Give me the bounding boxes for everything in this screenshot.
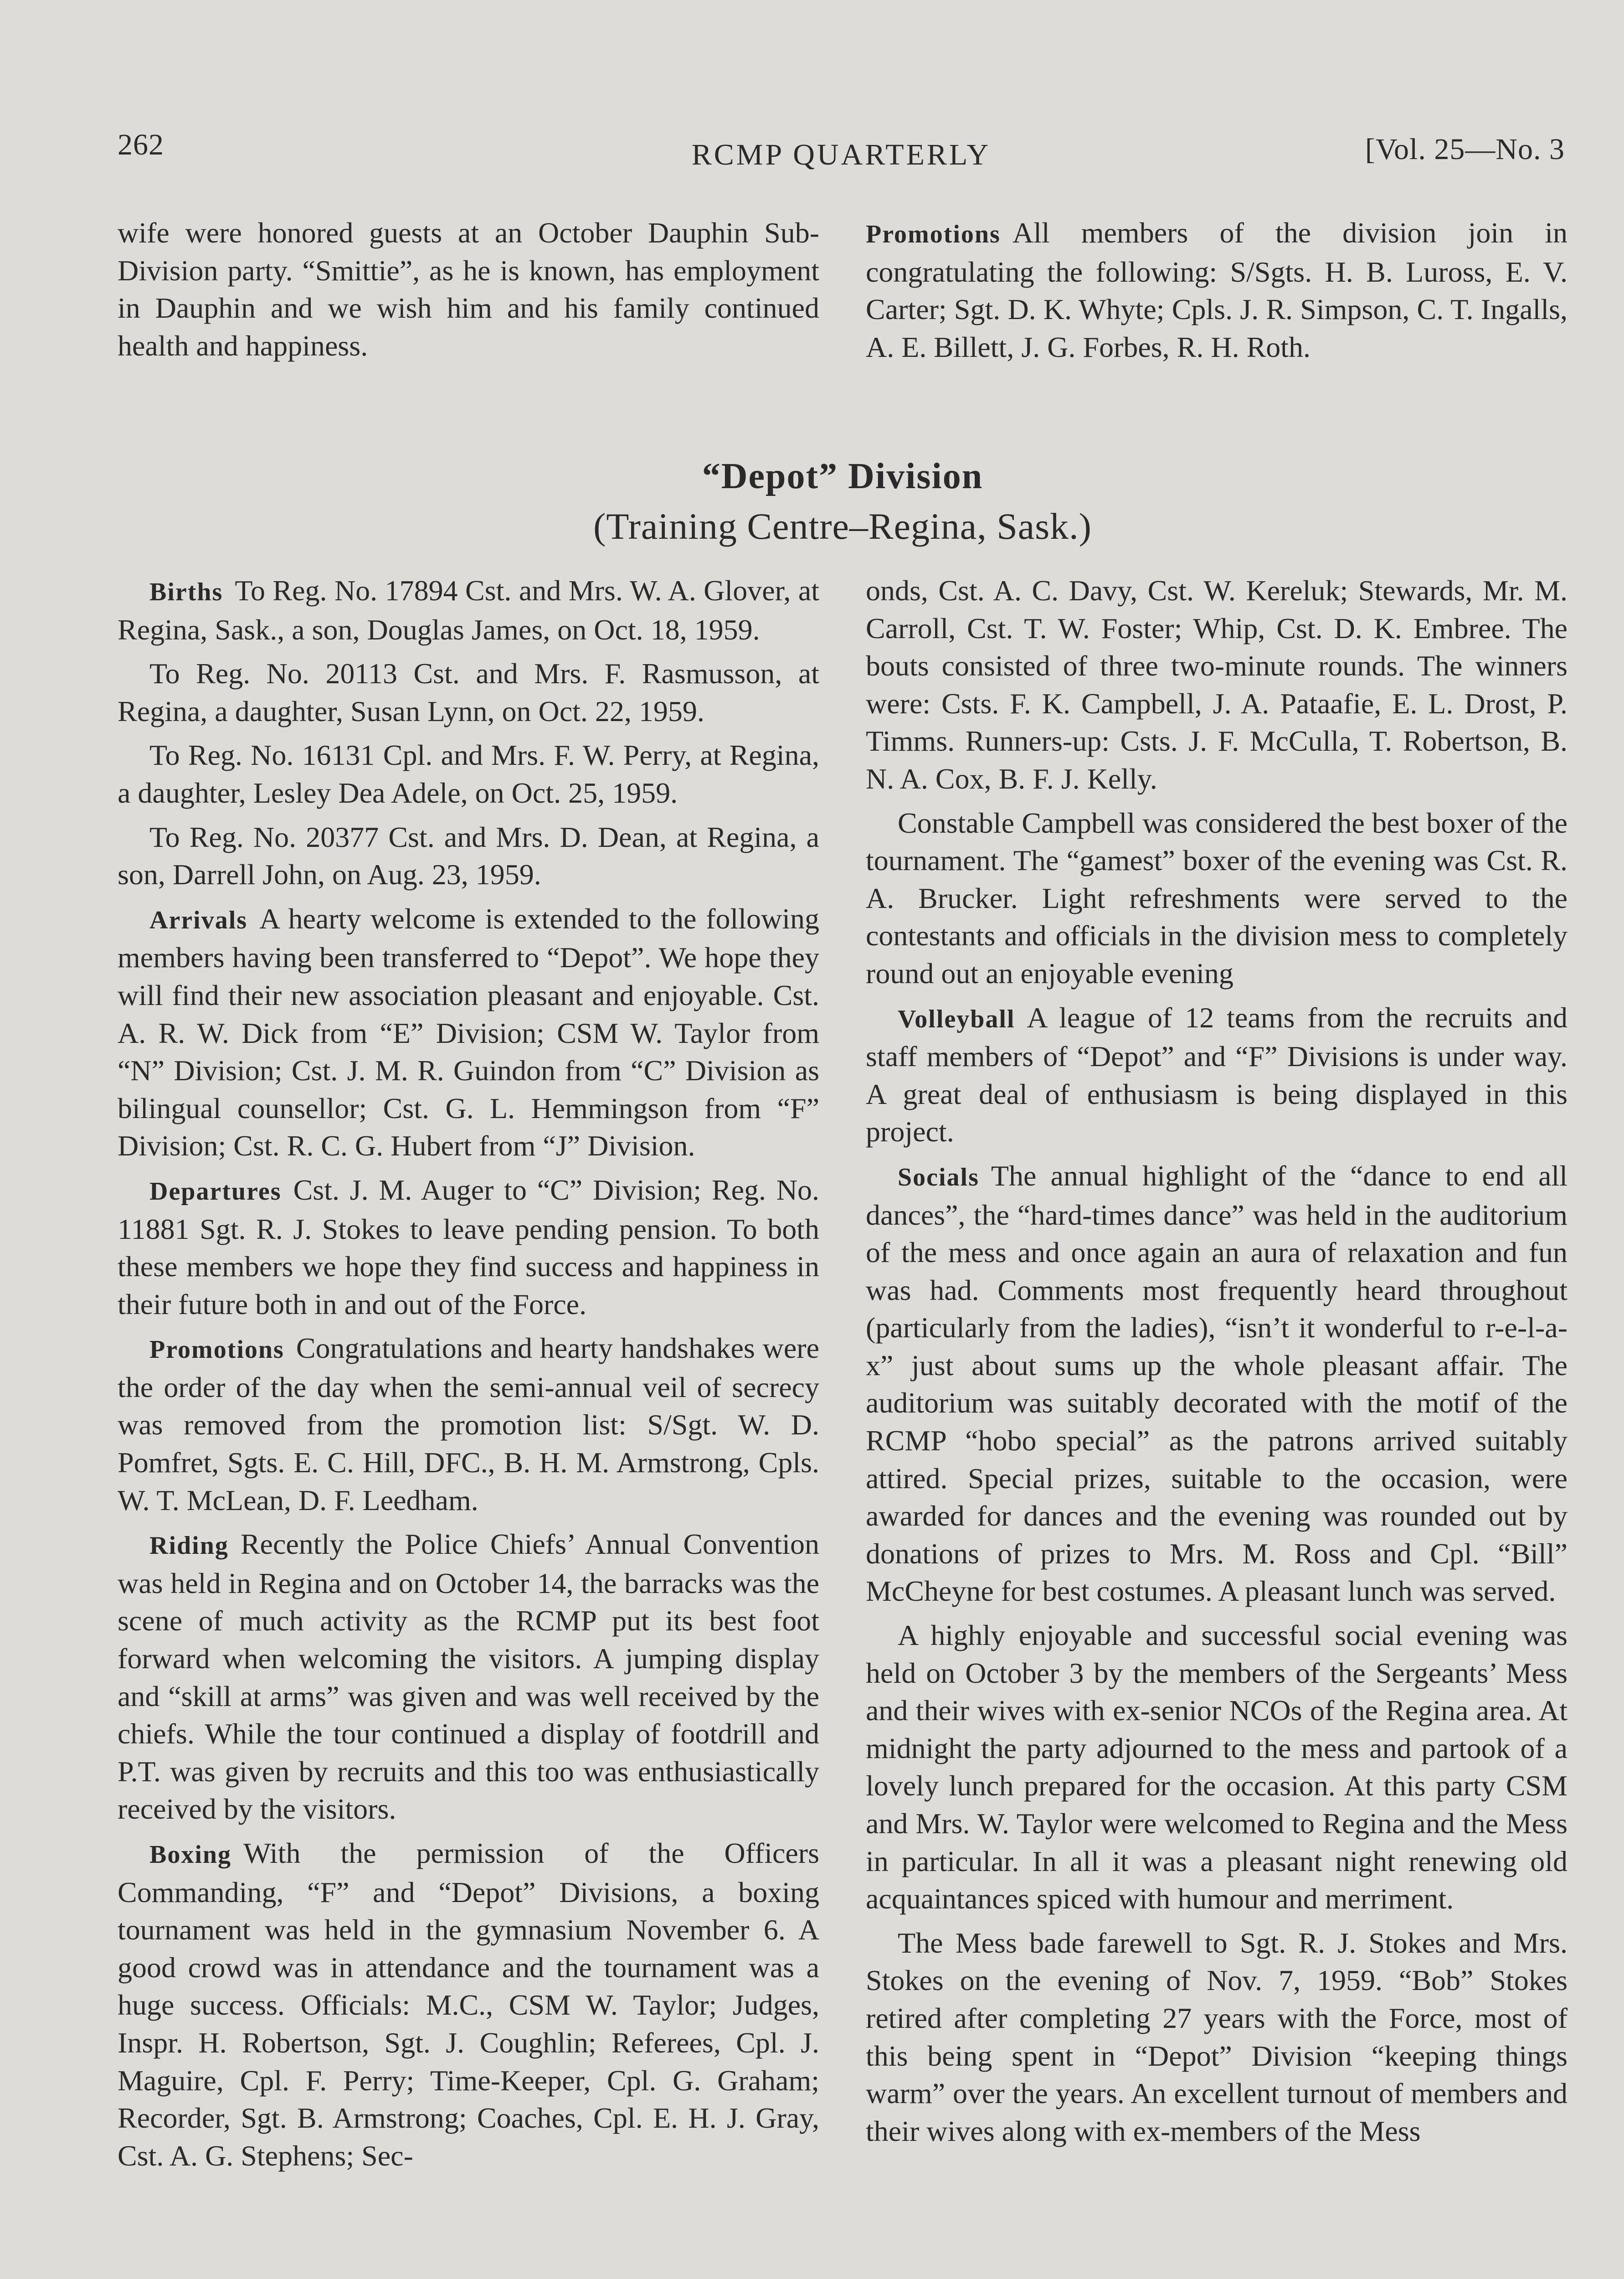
births-text-3: To Reg. No. 16131 Cpl. and Mrs. F. W. Perry, at Regina, a daughter, Lesley Dea Adele, on Oct. 25, 1959.: [118, 739, 819, 809]
promotions-depot-text: Congratulations and hearty handshakes were the order of the day when the semi-annual veil of secrecy was removed from the promotion list: S/Sgt. W. D. Pomfret, Sgts. E. C. Hill, DFC., B. H. M. Armstrong, Cpls. W. T. McLean, D. F. Leedham.: [118, 1332, 819, 1516]
campbell-paragraph: Constable Campbell was considered the best boxer of the tournament. The “gamest” boxer of the evening was Cst. R. A. Brucker. Light refreshments were served to the contestants and officials in the division mess to completely round out an enjoyable evening: [866, 806, 1567, 990]
boxing-paragraph: [118, 1835, 819, 2175]
arrivals-paragraph: [118, 900, 819, 1165]
socials-paragraph: [866, 1157, 1567, 1610]
sergeants-mess-paragraph: A highly enjoyable and successful social evening was held on October 3 by the members of the Sergeants’ Mess and their wives with ex-senior NCOs of the Regina area. At midnight the party adjourned to the mess and partook of a lovely lunch prepared for the occasion. At this party CSM and Mrs. W. Taylor were welcomed to Regina and the Mess in particular. In all it was a pleasant night renewing old acquaintances spiced with humour and merriment.: [866, 1619, 1567, 1915]
births-text-2: To Reg. No. 20113 Cst. and Mrs. F. Rasmusson, at Regina, a daughter, Susan Lynn, on Oct. 22, 1959.: [118, 657, 819, 727]
farewell-paragraph: The Mess bade farewell to Sgt. R. J. Stokes and Mrs. Stokes on the evening of Nov. 7, 1959. “Bob” Stokes retired after completing 27 years with the Force, most of this being spent in “Depot” Division “keeping things warm” over the years. An excellent turnout of members and their wives along with ex-members of the Mess: [866, 1926, 1567, 2147]
journal-title: RCMP QUARTERLY: [691, 138, 991, 171]
top-right-column: [866, 214, 1567, 372]
boxing-continued: onds, Cst. A. C. Davy, Cst. W. Kereluk; Stewards, Mr. M. Carroll, Cst. T. W. Foster; Whip, Cst. D. K. Embree. The bouts consisted of three two-minute rounds. The winners were: Csts. F. K. Campbell, J. A. Pataafie, E. L. Drost, P. Timms. Runners-up: Csts. J. F. McCulla, T. Robertson, B. N. A. Cox, B. F. J. Kelly.: [866, 574, 1567, 795]
promotions-depot-paragraph: [118, 1330, 819, 1519]
promotions-depot-heading: Promotions: [149, 1335, 284, 1364]
volume-info: [Vol. 25—No. 3: [1365, 133, 1565, 166]
promotions-paragraph: [866, 214, 1567, 366]
right-column: [866, 572, 1567, 2156]
arrivals-text: A hearty welcome is extended to the following members having been transferred to “Depot”. We hope they will find their new association pleasant and enjoyable. Cst. A. R. W. Dick from “E” Division; CSM W. Taylor from “N” Division; Cst. J. M. R. Guindon from “C” Division as bilingual counsellor; Cst. G. L. Hemmingson from “F” Division; Cst. R. C. G. Hubert from “J” Division.: [118, 902, 819, 1162]
riding-heading: Riding: [149, 1531, 229, 1560]
running-header: [118, 128, 1565, 178]
departures-heading: Departures: [149, 1177, 282, 1206]
page-number: 262: [118, 128, 164, 161]
departures-text: Cst. J. M. Auger to “C” Division; Reg. No. 11881 Sgt. R. J. Stokes to leave pending pension. To both these members we hope they find success and happiness in their future both in and out of the Force.: [118, 1173, 819, 1320]
volleyball-paragraph: [866, 999, 1567, 1151]
left-column: [118, 572, 819, 2181]
births-heading: Births: [149, 578, 223, 606]
births-paragraph: [118, 572, 819, 649]
section-subtitle: (Training Centre–Regina, Sask.): [593, 505, 1092, 547]
promotions-heading: Promotions: [866, 220, 1001, 248]
riding-paragraph: [118, 1526, 819, 1828]
riding-text: Recently the Police Chiefs’ Annual Convention was held in Regina and on October 14, the barracks was the scene of much activity as the RCMP put its best foot forward when welcoming the visitors. A jumping display and “skill at arms” was given and was well received by the chiefs. While the tour continued a display of footdrill and P.T. was given by recruits and this too was enthusiastically received by the visitors.: [118, 1528, 819, 1825]
socials-text: The annual highlight of the “dance to end all dances”, the “hard-times dance” was held in the auditorium of the mess and once again an aura of relaxation and fun was had. Comments most frequently heard throughout (particularly from the ladies), “isn’t it wonderful to r-e-l-a-x” just about sums up the whole pleasant affair. The auditorium was suitably decorated with the motif of the RCMP “hobo special” as the patrons arrived suitably attired. Special prizes, suitable to the occasion, were awarded for dances and the evening was rounded out by donations of prizes to Mrs. M. Ross and Cpl. “Bill” McCheyne for best costumes. A pleasant lunch was served.: [866, 1159, 1567, 1608]
volleyball-text: A league of 12 teams from the recruits and staff members of “Depot” and “F” Divisions is under way. A great deal of enthusiasm is being displayed in this project.: [866, 1001, 1567, 1148]
promotions-text: All members of the division join in congratulating the following: S/Sgts. H. B. Luross, E. V. Carter; Sgt. D. K. Whyte; Cpls. J. R. Simpson, C. T. Ingalls, A. E. Billett, J. G. Forbes, R. H. Roth.: [866, 217, 1567, 363]
volleyball-heading: Volleyball: [898, 1005, 1015, 1033]
births-text-4: To Reg. No. 20377 Cst. and Mrs. D. Dean, at Regina, a son, Darrell John, on Aug. 23, 1959.: [118, 820, 819, 891]
births-text-1: To Reg. No. 17894 Cst. and Mrs. W. A. Glover, at Regina, Sask., a son, Douglas James, on Oct. 18, 1959.: [118, 574, 819, 646]
boxing-heading: Boxing: [149, 1841, 232, 1869]
top-left-column: [118, 214, 819, 371]
section-title: “Depot” Division: [702, 456, 983, 496]
socials-heading: Socials: [898, 1163, 979, 1191]
arrivals-heading: Arrivals: [149, 906, 248, 934]
boxing-text: With the permission of the Officers Commanding, “F” and “Depot” Divisions, a boxing tournament was held in the gymnasium November 6. A good crowd was in attendance and the tournament was a huge success. Officials: M.C., CSM W. Taylor; Judges, Inspr. H. Robertson, Sgt. J. Coughlin; Referees, Cpl. J. Maguire, Cpl. F. Perry; Time-Keeper, Cpl. G. Graham; Recorder, Sgt. B. Armstrong; Coaches, Cpl. E. H. J. Gray, Cst. A. G. Stephens; Sec-: [118, 1837, 819, 2172]
departures-paragraph: [118, 1171, 819, 1323]
continued-paragraph: wife were honored guests at an October Dauphin Sub-Division party. “Smittie”, as he is known, has employment in Dauphin and we wish him and his family continued health and happiness.: [118, 217, 819, 362]
